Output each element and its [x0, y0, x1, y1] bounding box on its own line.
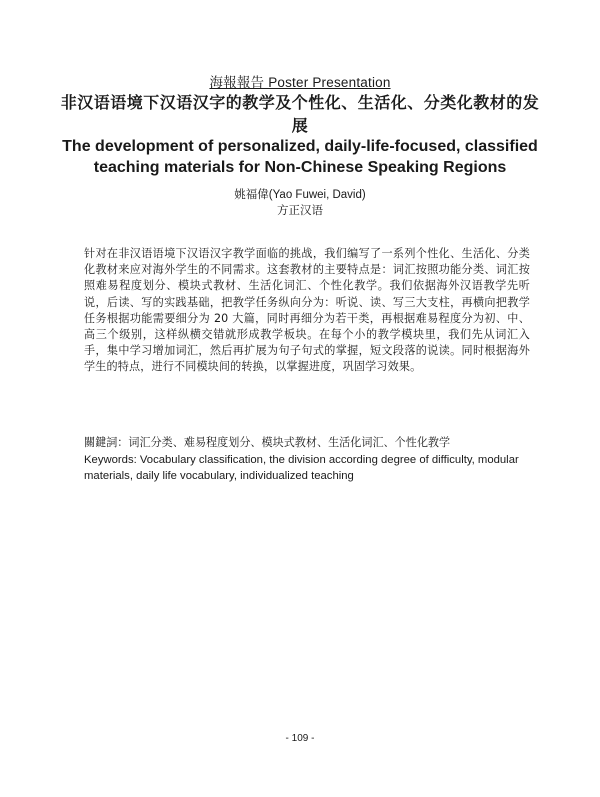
author-affiliation: 方正汉语: [277, 205, 323, 217]
keywords-english: Keywords: Vocabulary classification, the division according degree of difficulty, modular materials, daily life vocabulary, individualized teaching: [84, 454, 519, 482]
abstract-body: 针对在非汉语语境下汉语汉字教学面临的挑战，我们编写了一系列个性化、生活化、分类化教材来应对海外学生的不同需求。这套教材的主要特点是：词汇按照功能分类、词汇按照难易程度划分、模块式教材、生活化词汇、个性化教学。我们依据海外汉语教学先听说，后读、写的实践基础，把教学任务纵向分为：听说、读、写三大支柱，再横向把教学任务根据功能需要细分为 20 大篇，同时再细分为若干类，再根据难易程度分为初、中、高三个级别，这样纵横交错就形成教学板块。在每个小的教学模块里，我们先从词汇入手，集中学习增加词汇，然后再扩展为句子句式的掌握，短文段落的说读。同时根据海外学生的特点，进行不同模块间的转换，以掌握进度，巩固学习效果。: [84, 247, 530, 374]
section-label: 海報報告 Poster Presentation: [209, 75, 391, 90]
title-english: The development of personalized, daily-life-focused, classified teaching materials for Non-Chinese Speaking Regions: [62, 138, 538, 176]
title-chinese: 非汉语语境下汉语汉字的教学及个性化、生活化、分类化教材的发展: [60, 93, 540, 135]
page-number: - 109 -: [285, 733, 315, 744]
author-name: 姚福偉(Yao Fuwei, David): [234, 189, 366, 201]
keywords-chinese: 關鍵詞：词汇分类、难易程度划分、模块式教材、生活化词汇、个性化教学: [84, 436, 451, 449]
